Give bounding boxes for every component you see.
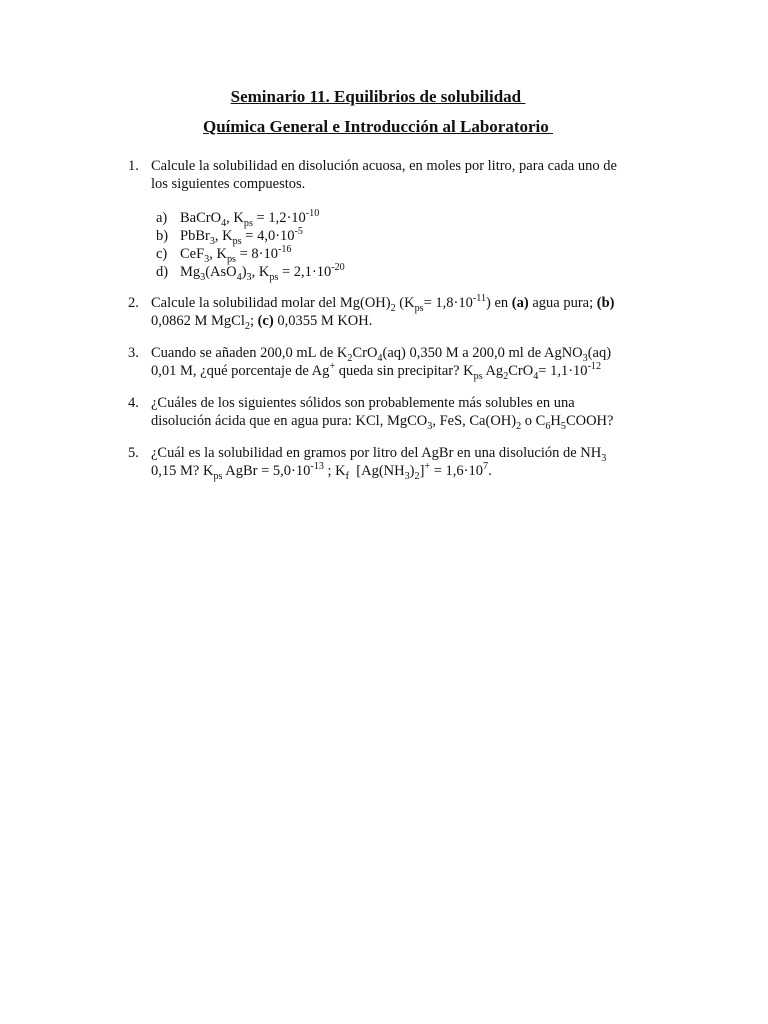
subscript: 5	[560, 420, 566, 432]
subscript: 3	[582, 352, 588, 364]
formula-text: = 4,0·10	[241, 228, 295, 244]
text-run: CrO	[352, 345, 378, 361]
subitem-label: b)	[156, 228, 169, 244]
document-subtitle: Química General e Introducción al Laboratorio	[202, 117, 554, 136]
subscript: 2	[244, 320, 250, 332]
subscript: f	[345, 470, 350, 482]
question-2	[128, 295, 668, 330]
subitem-c	[156, 245, 292, 263]
formula-text: Mg	[180, 264, 201, 280]
formula-text: PbBr	[180, 228, 210, 244]
superscript: -20	[331, 262, 345, 274]
question-text-line	[151, 313, 668, 331]
question-text-line	[151, 413, 668, 431]
text-run: Cuando se añaden 200,0 mL de K	[151, 345, 348, 361]
question-text-line: ¿Cuáles de los siguientes sólidos son probablemente más solubles en una	[151, 395, 575, 411]
subscript: ps	[226, 253, 236, 265]
text-run: 0,0862 M MgCl	[151, 312, 245, 329]
question-text-line	[151, 445, 668, 463]
subscript: ps	[269, 271, 279, 283]
subscript: ps	[473, 370, 483, 382]
subscript: ps	[232, 235, 242, 247]
subscript: 4	[377, 352, 383, 364]
question-text-line: los siguientes compuestos.	[151, 175, 306, 192]
text-run: (aq)	[587, 345, 612, 361]
superscript: -10	[305, 208, 320, 220]
subitem-label: a)	[156, 210, 168, 226]
question-5	[128, 445, 668, 480]
text-run: ;	[249, 312, 258, 329]
subitem-b	[156, 227, 303, 245]
superscript: -12	[587, 360, 602, 372]
formula-text: = 1,2·10	[252, 210, 306, 226]
question-3	[128, 345, 668, 380]
text-run: = 1,8·10	[423, 295, 473, 311]
superscript: -5	[294, 226, 303, 238]
question-number: 5.	[128, 445, 139, 461]
subscript: 3	[204, 253, 210, 265]
text-run: AgBr = 5,0·10	[222, 462, 311, 479]
subscript: 4	[236, 271, 242, 283]
text-run: , FeS, Ca(OH)	[432, 412, 517, 429]
text-run: )	[409, 462, 415, 479]
formula-text: CeF	[180, 246, 205, 262]
subitem-label: d)	[156, 264, 169, 280]
question-4	[128, 395, 668, 430]
formula-text: (AsO	[205, 264, 237, 280]
question-number: 3.	[128, 345, 139, 361]
text-run: ]	[419, 462, 425, 479]
text-run: = 1,1·10	[538, 362, 588, 379]
subscript: 2	[516, 420, 522, 432]
subscript: 4	[221, 217, 227, 229]
text-run: ; K	[323, 462, 346, 479]
superscript: +	[329, 360, 336, 372]
text-run: ) en	[486, 295, 512, 311]
text-run: H	[550, 412, 561, 429]
formula-text: , K	[251, 264, 270, 280]
bold-label: (c)	[257, 312, 274, 329]
question-1	[128, 158, 668, 193]
superscript: -11	[472, 293, 487, 305]
subscript: 3	[427, 420, 433, 432]
text-run: COOH?	[565, 412, 614, 429]
superscript: -16	[278, 244, 292, 256]
text-run: = 1,6·10	[430, 462, 484, 479]
text-run: .	[488, 462, 492, 479]
document-title: Seminario 11. Equilibrios de solubilidad	[230, 87, 526, 106]
question-text-line: Calcule la solubilidad en disolución acuosa, en moles por litro, para cada uno de	[151, 158, 617, 174]
superscript: 7	[483, 460, 489, 472]
subscript: ps	[213, 470, 223, 482]
subitem-d	[156, 263, 345, 281]
formula-text: = 8·10	[235, 246, 278, 262]
text-run: 0,15 M? K	[151, 462, 214, 479]
text-run: agua pura;	[528, 295, 597, 311]
superscript: -13	[310, 460, 324, 472]
formula-text: )	[241, 264, 247, 280]
question-number: 2.	[128, 295, 139, 311]
subscript: 2	[414, 470, 420, 482]
subscript: ps	[414, 302, 424, 314]
subscript: 2	[390, 302, 396, 314]
subscript: ps	[243, 217, 253, 229]
formula-text: , K	[214, 228, 233, 244]
text-run: ¿Cuál es la solubilidad en gramos por litro del AgBr en una disolución de NH	[151, 445, 602, 461]
question-text-line	[151, 360, 668, 382]
subscript: 6	[545, 420, 551, 432]
text-run: (K	[395, 295, 415, 311]
bold-label: (b)	[596, 295, 615, 311]
formula-text: BaCrO	[180, 210, 222, 226]
question-number: 4.	[128, 395, 139, 411]
text-run: CrO	[508, 362, 534, 379]
formula-text: , K	[226, 210, 244, 226]
subitem-label: c)	[156, 246, 168, 262]
formula-text: , K	[209, 246, 227, 262]
subscript: 3	[601, 452, 607, 464]
text-run: disolución ácida que en agua pura: KCl, MgCO	[151, 412, 428, 429]
subscript: 2	[347, 352, 353, 364]
text-run: 0,01 M, ¿qué porcentaje de Ag	[151, 362, 330, 379]
subscript: 3	[209, 235, 215, 247]
subscript: 3	[200, 271, 206, 283]
subitem-a	[156, 209, 319, 227]
text-run: (aq) 0,350 M a 200,0 ml de AgNO	[382, 345, 583, 361]
text-run: Ag	[482, 362, 504, 379]
text-run: [Ag(NH	[349, 462, 405, 479]
text-run: o C	[521, 412, 546, 429]
question-number: 1.	[128, 158, 139, 174]
text-run: queda sin precipitar? K	[335, 362, 474, 379]
subscript: 2	[503, 370, 509, 382]
bold-label: (a)	[511, 295, 529, 311]
subscript: 3	[404, 470, 410, 482]
text-run: 0,0355 M KOH.	[273, 312, 373, 329]
text-run: Calcule la solubilidad molar del Mg(OH)	[151, 295, 391, 311]
subscript: 4	[533, 370, 539, 382]
question-text-line	[151, 460, 668, 482]
formula-text: = 2,1·10	[278, 264, 332, 280]
question-text-line	[151, 295, 668, 313]
superscript: +	[424, 460, 431, 472]
subscript: 3	[246, 271, 252, 283]
